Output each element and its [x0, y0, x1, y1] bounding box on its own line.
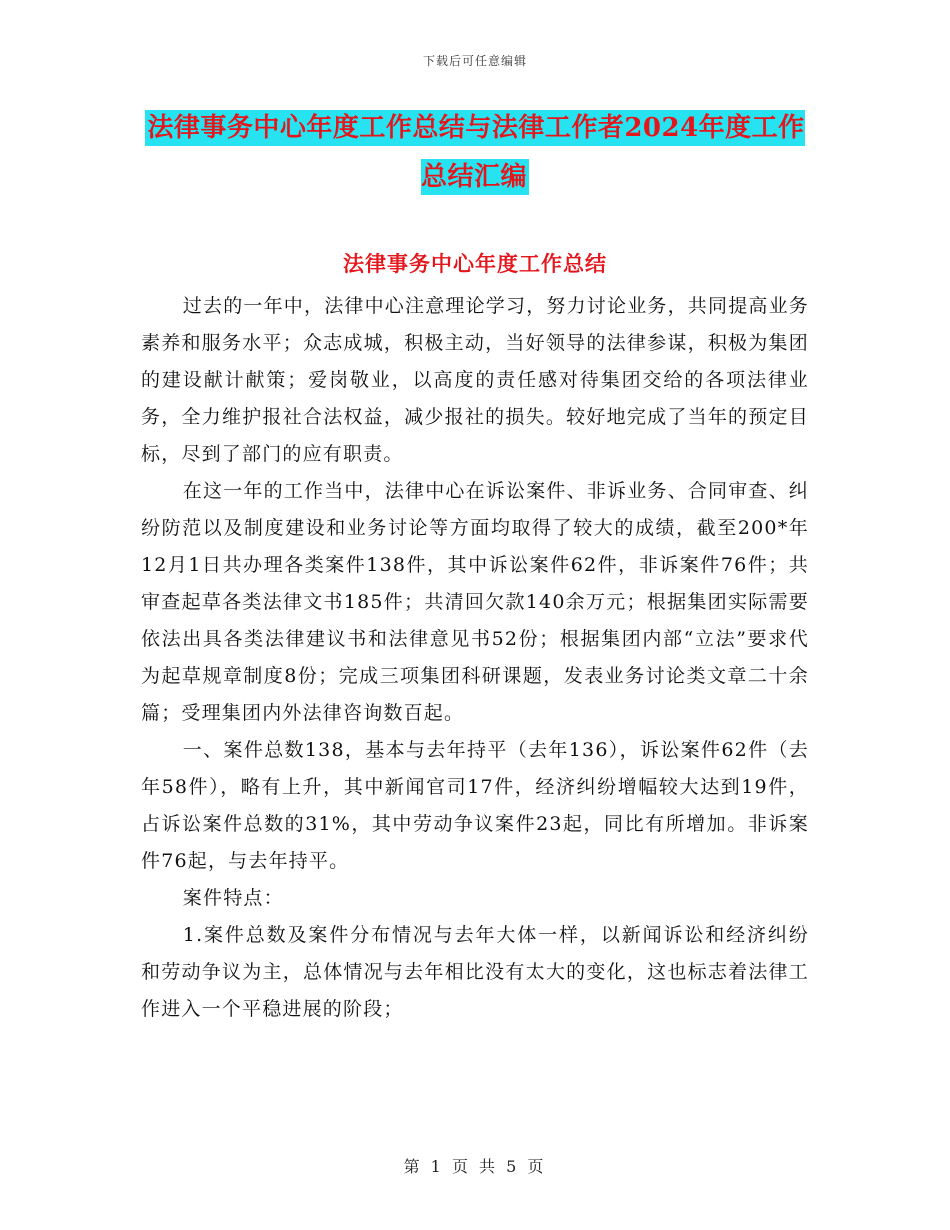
- paragraph: 案件特点：: [182, 887, 284, 909]
- document-body: [141, 288, 809, 1028]
- document-title-text: 法律事务中心年度工作总结与法律工作者2024年度工作总结汇编: [145, 110, 804, 195]
- paragraph: 一、案件总数138，基本与去年持平（去年136），诉讼案件62件（去年58件），略有上升，其中新闻官司17件，经济纠纷增幅较大达到19件，占诉讼案件总数的31%，其中劳动争议案件23起，同比有所增加。非诉案件76起，与去年持平。: [141, 739, 809, 872]
- paragraph: 过去的一年中，法律中心注意理论学习，努力讨论业务，共同提高业务素养和服务水平；众志成城，积极主动，当好领导的法律参谋，积极为集团的建设献计献策；爱岗敬业，以高度的责任感对待集团交给的各项法律业务，全力维护报社合法权益，减少报社的损失。较好地完成了当年的预定目标，尽到了部门的应有职责。: [141, 295, 809, 465]
- document-title: [140, 104, 810, 202]
- section-title: 法律事务中心年度工作总结: [343, 251, 607, 276]
- paragraph: 1.案件总数及案件分布情况与去年大体一样，以新闻诉讼和经济纠纷和劳动争议为主，总体情况与去年相比没有太大的变化，这也标志着法律工作进入一个平稳进展的阶段；: [141, 924, 809, 1020]
- paragraph: 在这一年的工作当中，法律中心在诉讼案件、非诉业务、合同审查、纠纷防范以及制度建设和业务讨论等方面均取得了较大的成绩，截至200*年12月1日共办理各类案件138件，其中诉讼案件62件，非诉案件76件；共审查起草各类法律文书185件；共清回欠款140余万元；根据集团实际需要依法出具各类法律建议书和法律意见书52份；根据集团内部“立法”要求代为起草规章制度8份；完成三项集团科研课题，发表业务讨论类文章二十余篇；受理集团内外法律咨询数百起。: [141, 480, 809, 724]
- page-number: 第 1 页 共 5 页: [403, 1157, 547, 1176]
- page-header-note: 下载后可任意编辑: [422, 54, 527, 68]
